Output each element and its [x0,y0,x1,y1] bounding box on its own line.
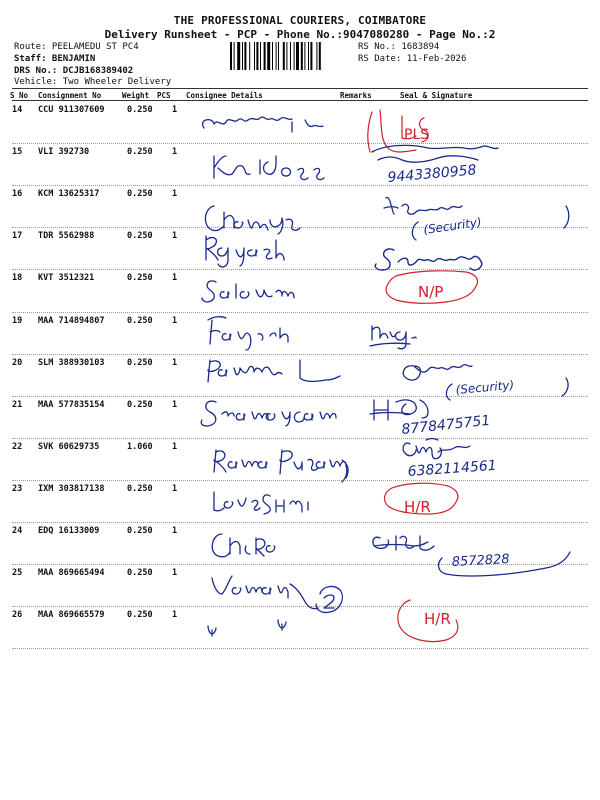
drs-number: DRS No.: DCJB168389402 [14,66,134,76]
cell-sno: 23 [12,483,23,494]
cell-weight: 0.250 [127,483,153,494]
cell-pcs: 1 [172,189,178,200]
cell-pcs: 1 [172,483,178,494]
cell-sno: 20 [12,357,23,368]
cell-sno: 26 [12,610,23,621]
cell-consignment: KVT 3512321 [38,273,95,284]
cell-sno: 16 [12,189,23,200]
phone-r22: 6382114561 [407,457,498,480]
col-pcs: PCS [157,91,171,100]
col-weight: Weight [122,91,150,100]
cell-pcs: 1 [172,147,178,158]
cell-sno: 15 [12,147,23,158]
cell-pcs: 1 [172,273,178,284]
note-r20-security: (Security) [455,377,515,397]
cell-consignment: MAA 577835154 [38,399,105,410]
col-sno: S No [10,91,29,100]
company-title: THE PROFESSIONAL COURIERS, COIMBATORE [173,14,427,27]
phone-r24: 8572828 [451,551,511,570]
mark-r26-hr: H/R [424,610,451,628]
signature-r16-consignee [205,206,300,234]
phone-r15: 9443380958 [386,162,478,186]
cell-weight: 0.250 [127,147,153,158]
cell-consignment: MAA 869665579 [38,610,105,621]
signature-r22-seal [403,439,470,459]
cell-sno: 17 [12,231,23,242]
note-r16-security: (Security) [422,214,483,237]
signature-r17-consignee [206,236,284,267]
cell-pcs: 1 [172,357,178,368]
cell-sno: 19 [12,315,23,326]
signature-r24-consignee [212,534,275,557]
cell-consignment: CCU 911307609 [38,105,105,115]
cell-consignment: SVK 60629735 [38,441,100,452]
staff-label: Staff: BENJAMIN [14,54,96,64]
signature-r19-consignee [208,317,288,350]
signature-r20-consignee [208,360,340,382]
signature-r17-seal [375,249,482,270]
cell-pcs: 1 [172,105,178,115]
signature-r15-consignee [214,156,324,180]
mark-r14-pls: PLS [404,127,430,143]
runsheet-subtitle: Delivery Runsheet - PCP - Phone No.:9047080280 - Page No.:2 [104,28,496,41]
cell-weight: 0.250 [127,273,153,284]
col-consignee: Consignee Details [186,91,263,100]
rs-date: RS Date: 11-Feb-2026 [358,54,467,64]
signature-r14-consignee [203,117,323,132]
cell-sno: 25 [12,568,23,579]
signature-r18-consignee [202,281,294,302]
signature-r15-seal [372,145,498,162]
cell-pcs: 1 [172,526,178,536]
cell-pcs: 1 [172,568,178,579]
cell-consignment: SLM 388930103 [38,357,105,368]
cell-weight: 0.250 [127,399,153,410]
cell-sno: 22 [12,441,23,452]
cell-weight: 0.250 [127,231,153,242]
cell-weight: 1.060 [127,441,153,452]
cell-pcs: 1 [172,441,178,452]
signature-r21-consignee [201,401,336,426]
cell-consignment: MAA 869665494 [38,568,105,579]
cell-sno: 24 [12,526,23,536]
cell-weight: 0.250 [127,315,153,326]
cell-weight: 0.250 [127,189,153,200]
cell-weight: 0.250 [127,357,153,368]
signature-r19-seal [370,326,416,349]
vehicle-label: Vehicle: Two Wheeler Delivery [14,77,172,87]
rs-number: RS No.: 1683894 [358,42,440,52]
mark-r23-hr: H/R [404,498,431,516]
cell-consignment: EDQ 16133009 [38,526,100,536]
col-remarks: Remarks [340,91,372,100]
cell-pcs: 1 [172,231,178,242]
cell-consignment: TDR 5562988 [38,231,95,242]
signature-r26-consignee [208,620,286,636]
phone-r21: 8778475751 [400,412,492,438]
cell-sno: 21 [12,399,23,410]
cell-weight: 0.250 [127,526,153,536]
mark-r18-np: N/P [418,283,444,301]
cell-pcs: 1 [172,399,178,410]
signature-r25-consignee [212,576,342,613]
cell-consignment: MAA 714894807 [38,315,105,326]
cell-weight: 0.250 [127,105,153,115]
cell-pcs: 1 [172,610,178,621]
cell-consignment: KCM 13625317 [38,189,100,200]
cell-pcs: 1 [172,315,178,326]
cell-consignment: IXM 303817138 [38,483,105,494]
signature-r21-seal [370,400,428,420]
cell-sno: 18 [12,273,23,284]
cell-weight: 0.250 [127,568,153,579]
cell-weight: 0.250 [127,610,153,621]
col-seal-signature: Seal & Signature [400,91,473,100]
col-consignment: Consignment No [38,91,102,100]
cell-consignment: VLI 392730 [38,147,90,158]
signature-r22-consignee [214,450,348,482]
signature-r23-consignee [214,492,308,514]
route-label: Route: PEELAMEDU ST PC4 [14,42,139,52]
cell-sno: 14 [12,105,23,115]
